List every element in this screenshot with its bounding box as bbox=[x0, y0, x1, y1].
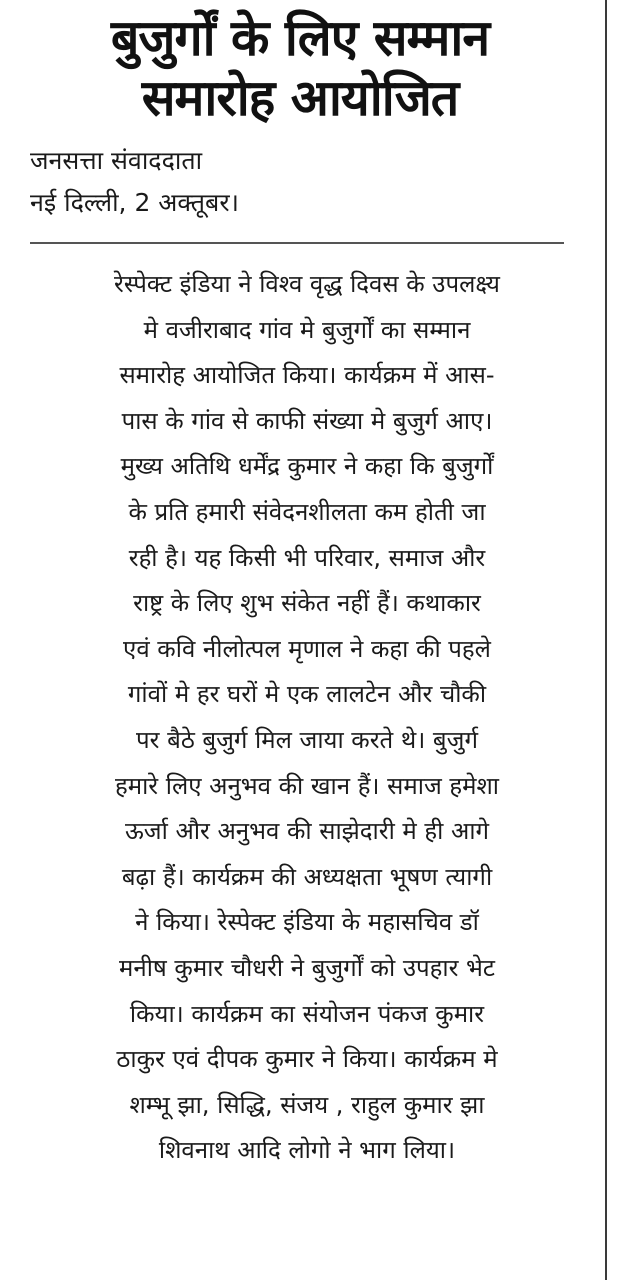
body-line: शिवनाथ आदि लोगो ने भाग लिया। bbox=[158, 1136, 456, 1165]
separator-rule bbox=[30, 242, 564, 244]
byline-author: जनसत्ता संवाददाता bbox=[30, 146, 203, 175]
body-line: ऊर्जा और अनुभव की साझेदारी मे ही आगे bbox=[124, 817, 490, 846]
byline bbox=[30, 140, 239, 224]
body-line: राष्ट्र के लिए शुभ संकेत नहीं हैं। कथाकार bbox=[133, 589, 481, 618]
body-line: ने किया। रेस्पेक्ट इंडिया के महासचिव डॉ bbox=[135, 908, 479, 937]
byline-dateline: नई दिल्ली, 2 अक्तूबर। bbox=[30, 188, 240, 217]
body-line: मे वजीराबाद गांव मे बुजुर्गों का सम्मान bbox=[143, 315, 471, 344]
body-line: किया। कार्यक्रम का संयोजन पंकज कुमार bbox=[129, 999, 485, 1028]
body-line: के प्रति हमारी संवेदनशीलता कम होती जा bbox=[128, 497, 486, 526]
body-line: पर बैठे बुजुर्ग मिल जाया करते थे। बुजुर्ग bbox=[136, 725, 478, 754]
headline bbox=[20, 8, 580, 128]
headline-line: बुजुर्गों के लिए सम्मान bbox=[110, 9, 490, 67]
article-body bbox=[22, 262, 592, 1174]
body-line: पास के गांव से काफी संख्या मे बुजुर्ग आए। bbox=[121, 406, 493, 435]
body-line: मुख्य अतिथि धर्मेंद्र कुमार ने कहा कि बुजुर्गों bbox=[120, 452, 494, 481]
body-line: एवं कवि नीलोत्पल मृणाल ने कहा की पहले bbox=[123, 634, 491, 663]
body-line: ठाकुर एवं दीपक कुमार ने किया। कार्यक्रम मे bbox=[116, 1045, 498, 1074]
body-line: रही है। यह किसी भी परिवार, समाज और bbox=[128, 543, 486, 572]
body-line: गांवों मे हर घरों मे एक लालटेन और चौकी bbox=[127, 680, 487, 709]
body-line: रेस्पेक्ट इंडिया ने विश्व वृद्ध दिवस के उपलक्ष्य bbox=[114, 270, 500, 298]
body-line: शम्भू झा, सिद्धि, संजय , राहुल कुमार झा bbox=[129, 1090, 485, 1119]
body-line: मनीष कुमार चौधरी ने बुजुर्गों को उपहार भेट bbox=[119, 953, 495, 982]
headline-line: समारोह आयोजित bbox=[141, 69, 459, 127]
column-divider bbox=[605, 0, 607, 1280]
body-line: हमारे लिए अनुभव की खान हैं। समाज हमेशा bbox=[114, 771, 500, 800]
body-line: बढ़ा हैं। कार्यक्रम की अध्यक्षता भूषण त्यागी bbox=[121, 862, 493, 891]
body-line: समारोह आयोजित किया। कार्यक्रम में आस- bbox=[119, 361, 495, 390]
